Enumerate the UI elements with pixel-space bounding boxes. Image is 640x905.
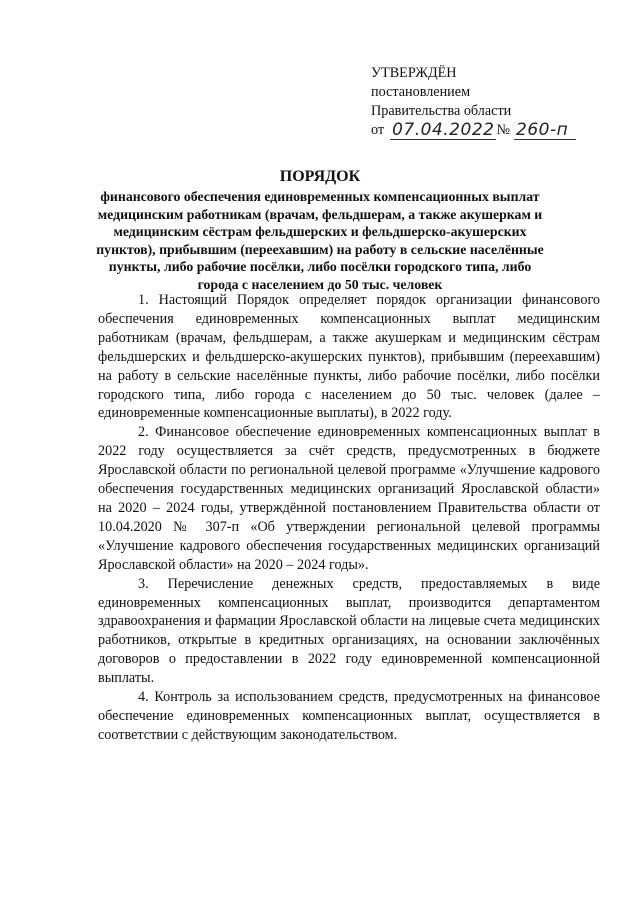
date-prefix: от: [371, 122, 385, 138]
approved-label: УТВЕРЖДЁН: [371, 65, 457, 81]
approval-resolution-line: постановлением: [371, 84, 471, 100]
approval-stamp: [371, 64, 611, 140]
document-body: [98, 291, 600, 745]
paragraph-4: 4. Контроль за использованием средств, предусмотренных на финансовое обеспечение единовременных компенсационных выплат, осуществляется в соответствии с действующим законодательством.: [98, 689, 600, 743]
approval-date-line: [371, 121, 611, 140]
approval-government-line: Правительства области: [371, 103, 512, 119]
document-title: ПОРЯДОК: [279, 168, 361, 185]
document-subtitle: финансового обеспечения единовременных компенсационных выплат медицинским работникам (врачам, фельдшерам, а также акушеркам и медицинским сёстрам фельдшерских и фельдшерско-акушерских пунктов), прибывшим (переехавшим) на работу в сельские населённые пункты, либо рабочие посёлки, либо посёлки городского типа, либо города с населением до 50 тыс. человек: [96, 189, 544, 292]
paragraph-2: 2. Финансовое обеспечение единовременных компенсационных выплат в 2022 году осуществляется за счёт средств, предусмотренных в бюджете Ярославской области по региональной целевой программе «Улучшение кадрового обеспечения государственных медицинских организаций Ярославской области» на 2020 – 2024 годы, утверждённой постановлением Правительства области от 10.04.2020 № 307-п «Об утверждении региональной целевой программы «Улучшение кадрового обеспечения государственных медицинских организаций Ярославской области» на 2020 – 2024 годы».: [98, 424, 600, 573]
handwritten-date: 07.04.2022: [392, 120, 495, 140]
handwritten-number: 260-п: [514, 122, 576, 140]
paragraph-3: 3. Перечисление денежных средств, предоставляемых в виде единовременных компенсационных выплат, производится департаментом здравоохранения и фармации Ярославской области на лицевые счета медицинских работников, открытые в кредитных организациях, на основании заключённых договоров о предоставлении в 2022 году единовременной компенсационной выплаты.: [98, 575, 600, 687]
paragraph-1: 1. Настоящий Порядок определяет порядок организации финансового обеспечения единовременных компенсационных выплат медицинским работникам (врачам, фельдшерам, а также акушеркам и медицинским сёстрам фельдшерских и фельдшерско-акушерских пунктов), прибывшим (переехавшим) на работу в сельские населённые пункты, либо рабочие посёлки, либо посёлки городского типа, либо города с населением до 50 тыс. человек (далее – единовременные компенсационные выплаты), в 2022 году.: [98, 292, 600, 422]
number-prefix: №: [496, 122, 510, 138]
